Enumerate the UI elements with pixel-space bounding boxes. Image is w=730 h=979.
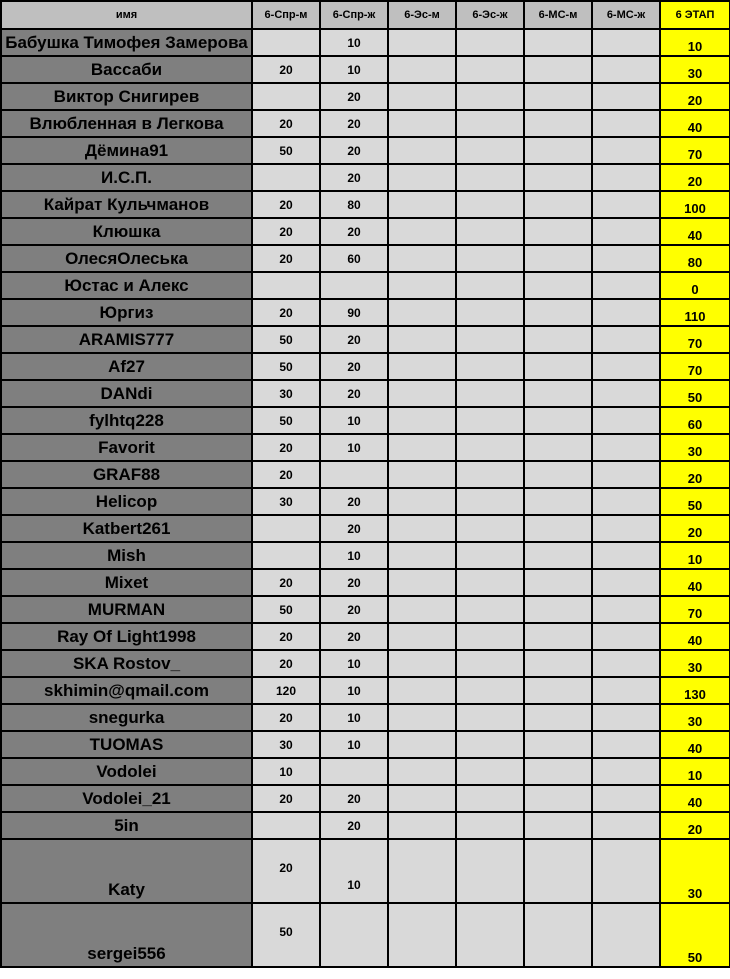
score-cell xyxy=(592,461,660,488)
score-cell: 80 xyxy=(320,191,388,218)
score-cell xyxy=(592,407,660,434)
score-cell xyxy=(592,650,660,677)
score-cell xyxy=(252,542,320,569)
score-cell: 20 xyxy=(320,623,388,650)
stage-total-cell: 0 xyxy=(660,272,730,299)
participant-name: Favorit xyxy=(1,434,252,461)
score-cell: 10 xyxy=(320,29,388,56)
stage-total-cell: 50 xyxy=(660,903,730,967)
participant-name: Виктор Снигирев xyxy=(1,83,252,110)
participant-name: Ray Of Light1998 xyxy=(1,623,252,650)
score-cell xyxy=(456,596,524,623)
score-cell xyxy=(456,245,524,272)
table-row xyxy=(1,110,730,137)
header-row xyxy=(1,1,730,29)
score-cell: 20 xyxy=(252,785,320,812)
score-cell: 20 xyxy=(252,569,320,596)
table-row xyxy=(1,623,730,650)
score-cell: 60 xyxy=(320,245,388,272)
table-row xyxy=(1,596,730,623)
score-cell xyxy=(592,569,660,596)
score-cell: 10 xyxy=(320,434,388,461)
table-row xyxy=(1,461,730,488)
stage-total-cell: 40 xyxy=(660,218,730,245)
participant-name: Юстас и Алекс xyxy=(1,272,252,299)
score-cell xyxy=(524,650,592,677)
score-cell xyxy=(524,623,592,650)
participant-name: ОлесяОлеська xyxy=(1,245,252,272)
table-row xyxy=(1,434,730,461)
score-cell xyxy=(388,407,456,434)
score-cell xyxy=(456,191,524,218)
table-row xyxy=(1,812,730,839)
stage-total-cell: 10 xyxy=(660,758,730,785)
score-cell: 20 xyxy=(252,110,320,137)
score-cell xyxy=(456,326,524,353)
score-cell xyxy=(592,903,660,967)
score-cell xyxy=(592,596,660,623)
score-cell xyxy=(524,461,592,488)
score-cell xyxy=(388,29,456,56)
score-cell xyxy=(456,758,524,785)
score-cell xyxy=(456,515,524,542)
participant-name: Mish xyxy=(1,542,252,569)
stage-total-cell: 60 xyxy=(660,407,730,434)
score-cell xyxy=(592,137,660,164)
score-cell xyxy=(388,137,456,164)
score-cell xyxy=(456,839,524,903)
score-cell xyxy=(456,542,524,569)
stage-total-cell: 50 xyxy=(660,488,730,515)
score-cell: 20 xyxy=(320,110,388,137)
column-header: 6-Спр-м xyxy=(252,1,320,29)
participant-name: Katy xyxy=(1,839,252,903)
score-cell xyxy=(592,515,660,542)
score-cell xyxy=(388,812,456,839)
score-cell xyxy=(524,569,592,596)
score-cell: 10 xyxy=(320,407,388,434)
participant-name: Дёмина91 xyxy=(1,137,252,164)
participant-name: sergei556 xyxy=(1,903,252,967)
table-row xyxy=(1,704,730,731)
stage-total-cell: 40 xyxy=(660,569,730,596)
stage-total-cell: 20 xyxy=(660,812,730,839)
score-cell xyxy=(592,218,660,245)
score-cell xyxy=(524,56,592,83)
participant-name: И.С.П. xyxy=(1,164,252,191)
stage-total-cell: 40 xyxy=(660,110,730,137)
score-cell xyxy=(388,785,456,812)
score-cell: 10 xyxy=(320,677,388,704)
score-cell: 90 xyxy=(320,299,388,326)
stage-total-cell: 40 xyxy=(660,623,730,650)
score-cell: 30 xyxy=(252,731,320,758)
participant-name: Af27 xyxy=(1,353,252,380)
participant-name: GRAF88 xyxy=(1,461,252,488)
score-cell xyxy=(592,704,660,731)
score-cell xyxy=(388,461,456,488)
score-cell xyxy=(524,839,592,903)
score-cell xyxy=(388,245,456,272)
score-cell xyxy=(524,812,592,839)
score-cell xyxy=(592,110,660,137)
score-cell xyxy=(524,272,592,299)
table-row xyxy=(1,191,730,218)
score-cell xyxy=(456,903,524,967)
participant-name: MURMAN xyxy=(1,596,252,623)
score-cell xyxy=(592,731,660,758)
score-cell xyxy=(592,83,660,110)
stage-total-cell: 70 xyxy=(660,353,730,380)
score-cell xyxy=(592,164,660,191)
score-cell: 30 xyxy=(252,488,320,515)
participant-name: Клюшка xyxy=(1,218,252,245)
stage-total-cell: 100 xyxy=(660,191,730,218)
table-row xyxy=(1,515,730,542)
column-header: 6-Спр-ж xyxy=(320,1,388,29)
stage-total-cell: 20 xyxy=(660,515,730,542)
column-header: 6-МС-ж xyxy=(592,1,660,29)
score-cell xyxy=(456,785,524,812)
table-row xyxy=(1,650,730,677)
participant-name: SKA Rostov_ xyxy=(1,650,252,677)
score-cell xyxy=(592,542,660,569)
score-cell xyxy=(524,326,592,353)
score-cell xyxy=(456,569,524,596)
score-cell xyxy=(524,903,592,967)
score-cell xyxy=(252,29,320,56)
score-cell xyxy=(320,903,388,967)
table-row xyxy=(1,677,730,704)
score-cell: 10 xyxy=(320,731,388,758)
score-cell xyxy=(388,704,456,731)
table-row xyxy=(1,164,730,191)
score-cell xyxy=(592,785,660,812)
stage-total-cell: 20 xyxy=(660,83,730,110)
score-cell xyxy=(388,83,456,110)
score-cell: 20 xyxy=(252,650,320,677)
score-cell xyxy=(388,191,456,218)
score-cell xyxy=(524,353,592,380)
stage-total-cell: 30 xyxy=(660,839,730,903)
score-cell xyxy=(456,83,524,110)
score-cell xyxy=(524,785,592,812)
score-cell xyxy=(388,542,456,569)
score-cell xyxy=(592,812,660,839)
column-header: 6-Эс-м xyxy=(388,1,456,29)
table-row xyxy=(1,380,730,407)
participant-name: Влюбленная в Легкова xyxy=(1,110,252,137)
score-cell: 20 xyxy=(252,245,320,272)
score-cell: 10 xyxy=(252,758,320,785)
score-cell xyxy=(456,110,524,137)
stage-total-cell: 30 xyxy=(660,434,730,461)
score-cell xyxy=(388,839,456,903)
table-body xyxy=(1,29,730,967)
score-cell xyxy=(456,29,524,56)
score-cell: 20 xyxy=(320,326,388,353)
score-cell: 20 xyxy=(252,56,320,83)
score-cell xyxy=(388,569,456,596)
score-cell xyxy=(524,407,592,434)
score-cell xyxy=(524,110,592,137)
score-cell: 50 xyxy=(252,407,320,434)
participant-name: Katbert261 xyxy=(1,515,252,542)
score-cell xyxy=(592,56,660,83)
column-header: 6-МС-м xyxy=(524,1,592,29)
score-cell: 10 xyxy=(320,542,388,569)
score-cell xyxy=(252,812,320,839)
score-cell xyxy=(388,650,456,677)
score-cell xyxy=(388,218,456,245)
score-cell xyxy=(524,380,592,407)
score-cell xyxy=(320,272,388,299)
score-cell xyxy=(388,515,456,542)
score-cell: 10 xyxy=(320,704,388,731)
score-cell: 20 xyxy=(320,353,388,380)
score-cell xyxy=(592,245,660,272)
score-cell xyxy=(524,164,592,191)
score-cell xyxy=(524,542,592,569)
score-cell: 20 xyxy=(252,218,320,245)
score-cell xyxy=(592,623,660,650)
participant-name: TUOMAS xyxy=(1,731,252,758)
score-cell xyxy=(592,191,660,218)
stage-total-cell: 70 xyxy=(660,137,730,164)
score-cell: 50 xyxy=(252,596,320,623)
score-cell: 10 xyxy=(320,56,388,83)
score-cell xyxy=(524,29,592,56)
participant-name: Mixet xyxy=(1,569,252,596)
stage-total-cell: 50 xyxy=(660,380,730,407)
score-cell xyxy=(252,272,320,299)
score-cell xyxy=(456,461,524,488)
participant-name: Юргиз xyxy=(1,299,252,326)
score-cell: 20 xyxy=(252,839,320,903)
score-cell xyxy=(252,83,320,110)
stage-total-cell: 30 xyxy=(660,704,730,731)
score-cell xyxy=(252,515,320,542)
table-row xyxy=(1,218,730,245)
score-cell xyxy=(456,353,524,380)
participant-name: ARAMIS777 xyxy=(1,326,252,353)
score-cell xyxy=(388,596,456,623)
score-cell xyxy=(592,353,660,380)
participant-name: skhimin@qmail.com xyxy=(1,677,252,704)
score-cell xyxy=(456,677,524,704)
score-cell xyxy=(524,83,592,110)
table-row xyxy=(1,83,730,110)
table-row xyxy=(1,272,730,299)
stage-total-cell: 40 xyxy=(660,731,730,758)
stage-total-cell: 30 xyxy=(660,56,730,83)
score-cell xyxy=(388,164,456,191)
participant-name: fylhtq228 xyxy=(1,407,252,434)
score-cell xyxy=(456,380,524,407)
participant-name: Vodolei_21 xyxy=(1,785,252,812)
table-row xyxy=(1,569,730,596)
score-cell xyxy=(592,29,660,56)
score-cell xyxy=(524,137,592,164)
score-cell xyxy=(524,731,592,758)
score-cell xyxy=(388,758,456,785)
score-cell: 120 xyxy=(252,677,320,704)
table-row xyxy=(1,903,730,967)
score-cell: 20 xyxy=(252,461,320,488)
participant-name: snegurka xyxy=(1,704,252,731)
score-cell xyxy=(388,731,456,758)
participant-name: DANdi xyxy=(1,380,252,407)
score-cell: 20 xyxy=(320,218,388,245)
stage-total-cell: 70 xyxy=(660,326,730,353)
score-cell xyxy=(456,299,524,326)
score-cell xyxy=(456,623,524,650)
table-row xyxy=(1,731,730,758)
score-cell xyxy=(524,299,592,326)
score-cell xyxy=(456,704,524,731)
score-cell: 50 xyxy=(252,326,320,353)
score-cell xyxy=(320,758,388,785)
score-cell: 50 xyxy=(252,353,320,380)
score-cell: 50 xyxy=(252,137,320,164)
table-row xyxy=(1,299,730,326)
score-cell: 20 xyxy=(320,515,388,542)
score-cell xyxy=(592,839,660,903)
column-header-name: имя xyxy=(1,1,252,29)
score-cell xyxy=(524,677,592,704)
score-cell xyxy=(456,407,524,434)
score-cell xyxy=(456,434,524,461)
score-cell xyxy=(456,56,524,83)
score-cell: 20 xyxy=(320,596,388,623)
score-cell xyxy=(388,488,456,515)
score-cell xyxy=(388,326,456,353)
score-cell: 20 xyxy=(252,299,320,326)
score-cell xyxy=(456,218,524,245)
score-cell: 20 xyxy=(320,137,388,164)
score-cell: 20 xyxy=(252,704,320,731)
score-cell xyxy=(592,677,660,704)
score-cell xyxy=(456,164,524,191)
score-cell xyxy=(456,731,524,758)
score-cell xyxy=(524,758,592,785)
score-cell: 20 xyxy=(320,488,388,515)
table-row xyxy=(1,488,730,515)
table-row xyxy=(1,785,730,812)
table-row xyxy=(1,326,730,353)
score-cell xyxy=(456,650,524,677)
score-cell: 20 xyxy=(320,380,388,407)
participant-name: Vodolei xyxy=(1,758,252,785)
score-cell: 50 xyxy=(252,903,320,967)
score-cell xyxy=(592,488,660,515)
score-cell xyxy=(524,191,592,218)
table-row xyxy=(1,407,730,434)
column-header: 6-Эс-ж xyxy=(456,1,524,29)
score-cell xyxy=(388,623,456,650)
score-cell: 20 xyxy=(320,785,388,812)
score-cell xyxy=(524,515,592,542)
score-cell xyxy=(388,903,456,967)
score-cell xyxy=(388,380,456,407)
participant-name: Кайрат Кульчманов xyxy=(1,191,252,218)
stage-total-cell: 10 xyxy=(660,542,730,569)
score-cell xyxy=(388,56,456,83)
table-row xyxy=(1,542,730,569)
score-cell xyxy=(388,434,456,461)
score-cell xyxy=(456,272,524,299)
score-cell: 20 xyxy=(320,164,388,191)
score-cell: 30 xyxy=(252,380,320,407)
score-cell xyxy=(524,704,592,731)
score-cell: 20 xyxy=(252,623,320,650)
column-header-stage: 6 ЭТАП xyxy=(660,1,730,29)
score-cell xyxy=(592,272,660,299)
score-cell xyxy=(524,434,592,461)
stage-total-cell: 10 xyxy=(660,29,730,56)
participant-name: Бабушка Тимофея Замерова xyxy=(1,29,252,56)
score-cell xyxy=(456,812,524,839)
score-cell xyxy=(524,596,592,623)
score-cell: 10 xyxy=(320,839,388,903)
score-cell xyxy=(524,218,592,245)
score-cell xyxy=(592,326,660,353)
stage-total-cell: 130 xyxy=(660,677,730,704)
score-cell xyxy=(524,488,592,515)
score-cell: 20 xyxy=(320,812,388,839)
table-row xyxy=(1,29,730,56)
table-row xyxy=(1,839,730,903)
participant-name: Вассаби xyxy=(1,56,252,83)
score-cell xyxy=(320,461,388,488)
table-row xyxy=(1,245,730,272)
score-cell: 20 xyxy=(320,569,388,596)
stage-total-cell: 110 xyxy=(660,299,730,326)
score-cell xyxy=(456,137,524,164)
stage-total-cell: 20 xyxy=(660,164,730,191)
score-cell xyxy=(388,353,456,380)
score-cell xyxy=(592,434,660,461)
table-row xyxy=(1,758,730,785)
stage-total-cell: 30 xyxy=(660,650,730,677)
table-row xyxy=(1,137,730,164)
score-cell xyxy=(524,245,592,272)
score-cell xyxy=(592,380,660,407)
score-cell xyxy=(592,299,660,326)
stage-total-cell: 70 xyxy=(660,596,730,623)
stage-total-cell: 80 xyxy=(660,245,730,272)
stage-total-cell: 20 xyxy=(660,461,730,488)
stage-total-cell: 40 xyxy=(660,785,730,812)
table-row xyxy=(1,353,730,380)
score-cell xyxy=(592,758,660,785)
score-cell: 20 xyxy=(252,191,320,218)
participant-name: Helicop xyxy=(1,488,252,515)
score-cell: 20 xyxy=(252,434,320,461)
score-cell: 10 xyxy=(320,650,388,677)
participant-name: 5in xyxy=(1,812,252,839)
score-cell: 20 xyxy=(320,83,388,110)
score-cell xyxy=(388,677,456,704)
score-cell xyxy=(252,164,320,191)
score-cell xyxy=(456,488,524,515)
score-cell xyxy=(388,299,456,326)
score-cell xyxy=(388,110,456,137)
score-cell xyxy=(388,272,456,299)
table-row xyxy=(1,56,730,83)
